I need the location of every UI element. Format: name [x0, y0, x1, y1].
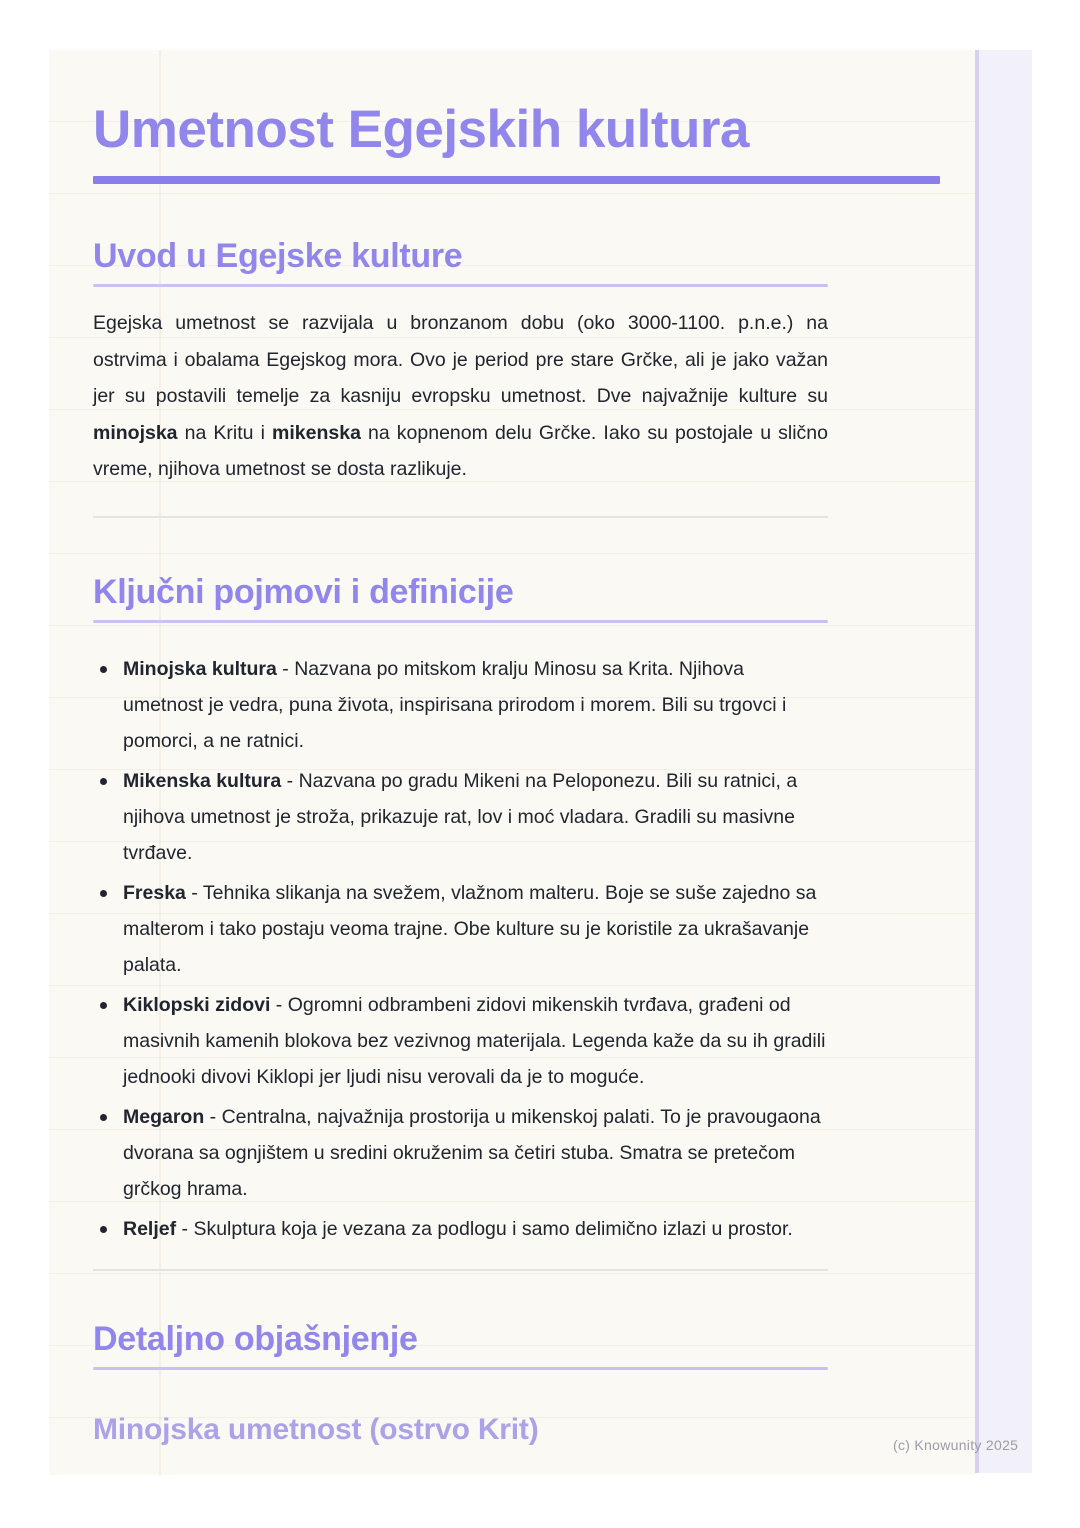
key-term-item: Megaron - Centralna, najvažnija prostorija u mikenskoj palati. To je pravougaona dvorana sa ognjištem u sredini okruženim sa četiri stuba. Smatra se pretečom grčkog hrama.: [93, 1099, 828, 1207]
heading-underline-intro: [93, 284, 828, 287]
key-term-label: Freska: [123, 881, 186, 904]
page-title: Umetnost Egejskih kultura: [93, 100, 750, 159]
section-heading-details: Detaljno objašnjenje: [93, 1319, 418, 1358]
title-rule: [93, 176, 940, 184]
watermark: (c) Knowunity 2025: [893, 1437, 1019, 1453]
key-term-label: Megaron: [123, 1105, 205, 1128]
section-divider-1: [93, 516, 828, 518]
key-terms-list: [93, 651, 828, 1247]
section-intro: [93, 234, 940, 488]
key-term-label: Kiklopski zidovi: [123, 993, 271, 1016]
heading-underline-details: [93, 1367, 828, 1370]
section-details: [93, 1317, 940, 1448]
key-term-item: Reljef - Skulptura koja je vezana za podlogu i samo delimično izlazi u prostor.: [93, 1211, 828, 1247]
document-page: [49, 50, 975, 1475]
key-term-label: Mikenska kultura: [123, 769, 282, 792]
key-term-item: Kiklopski zidovi - Ogromni odbrambeni zidovi mikenskih tvrđava, građeni od masivnih kamenih blokova bez vezivnog materijala. Legenda kaže da su ih gradili jednooki divovi Kiklopi jer ljudi nisu verovali da je to moguće.: [93, 987, 828, 1095]
subsection-heading-minoan-art: Minojska umetnost (ostrvo Krit): [93, 1412, 539, 1446]
section-heading-intro: Uvod u Egejske kulture: [93, 237, 463, 275]
emphasized-term: minojska: [93, 421, 178, 444]
intro-paragraph: Egejska umetnost se razvijala u bronzanom dobu (oko 3000-1100. p.n.e.) na ostrvima i obalama Egejskog mora. Ovo je period pre stare Grčke, ali je jako važan jer su postavili temelje za kasniju evropsku umetnost. Dve najvažnije kulture su minojska na Kritu i mikenska na kopnenom delu Grčke. Iako su postojale u slično vreme, njihova umetnost se dosta razlikuje.: [93, 312, 828, 480]
key-term-item: Freska - Tehnika slikanja na svežem, vlažnom malteru. Boje se suše zajedno sa malterom i tako postaju veoma trajne. Obe kulture su je koristile za ukrašavanje palata.: [93, 875, 828, 983]
key-term-label: Reljef: [123, 1217, 177, 1240]
heading-underline-key-terms: [93, 620, 828, 623]
key-term-item: Minojska kultura - Nazvana po mitskom kralju Minosu sa Krita. Njihova umetnost je vedra, puna života, inspirisana prirodom i morem. Bili su trgovci i pomorci, a ne ratnici.: [93, 651, 828, 759]
section-heading-key-terms: Ključni pojmovi i definicije: [93, 572, 514, 611]
key-term-item: Mikenska kultura - Nazvana po gradu Mikeni na Peloponezu. Bili su ratnici, a njihova umetnost je stroža, prikazuje rat, lov i moć vladara. Gradili su masivne tvrđave.: [93, 763, 828, 871]
next-page-edge: [975, 50, 1032, 1473]
page-content: [93, 50, 940, 1448]
emphasized-term: mikenska: [272, 421, 361, 444]
section-key-terms: [93, 570, 940, 1247]
section-divider-2: [93, 1269, 828, 1271]
key-term-label: Minojska kultura: [123, 657, 277, 680]
